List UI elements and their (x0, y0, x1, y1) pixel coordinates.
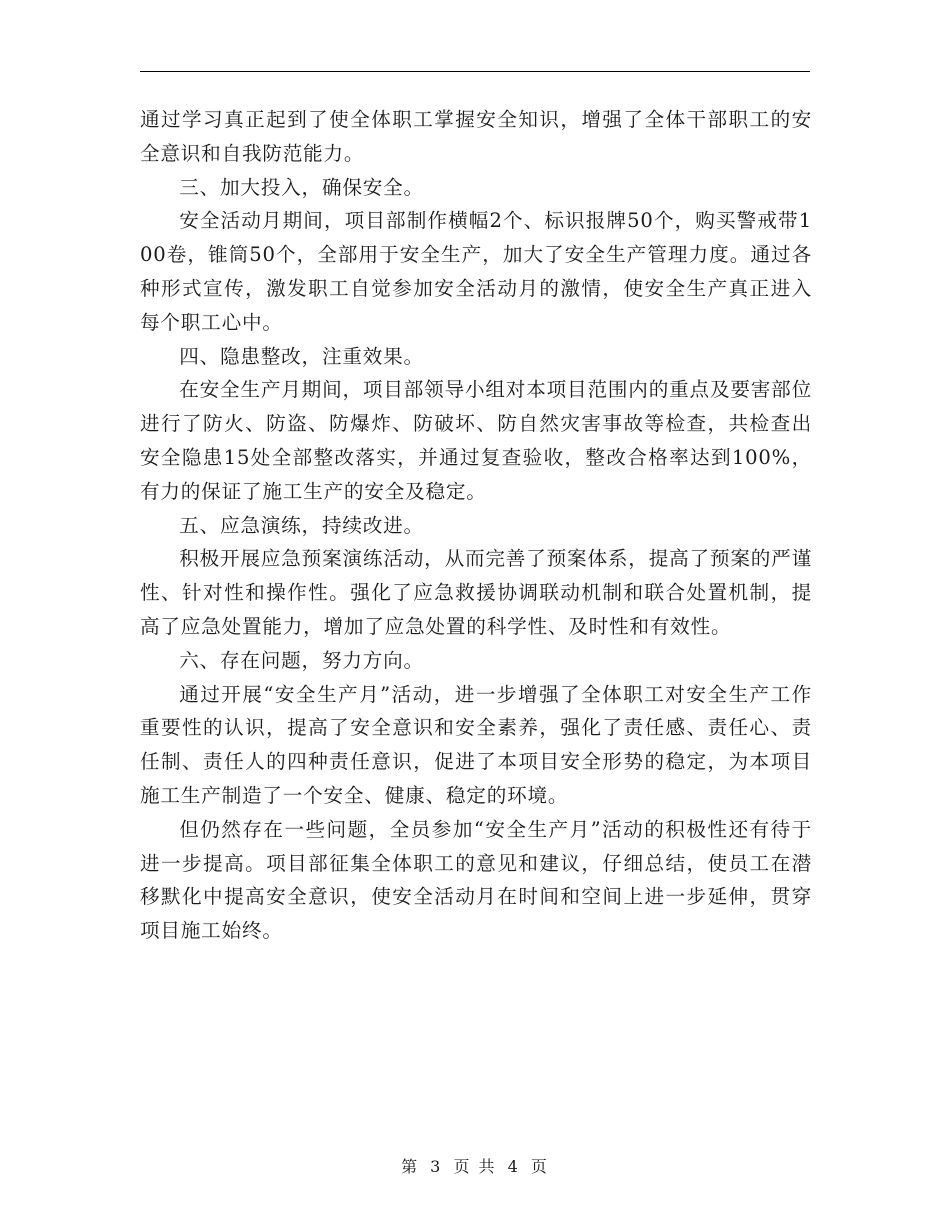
current-page-number: 3 (430, 1157, 443, 1176)
paragraph: 积极开展应急预案演练活动，从而完善了预案体系，提高了预案的严谨性、针对性和操作性。强化了应急救援协调联动机制和联合处置机制，提高了应急处置能力，增加了应急处置的科学性、及时性和有效性。 (140, 547, 812, 638)
paragraph: 但仍然存在一些问题，全员参加“安全生产月”活动的积极性还有待于进一步提高。项目部征集全体职工的意见和建议，仔细总结，使员工在潜移默化中提高安全意识，使安全活动月在时间和空间上进一步延伸，贯穿项目施工始终。 (140, 817, 812, 943)
section-heading: 四、隐患整改，注重效果。 (179, 344, 424, 368)
paragraph: 通过学习真正起到了使全体职工掌握安全知识，增强了全体干部职工的安全意识和自我防范能力。 (140, 108, 812, 165)
section-heading: 六、存在问题，努力方向。 (179, 648, 424, 672)
paragraph: 在安全生产月期间，项目部领导小组对本项目范围内的重点及要害部位进行了防火、防盗、防爆炸、防破坏、防自然灾害事故等检查，共检查出安全隐患15处全部整改落实，并通过复查验收，整改合格率达到100%，有力的保证了施工生产的安全及稳定。 (140, 378, 812, 503)
page-footer (0, 1154, 950, 1177)
page-label-suffix: 页 (530, 1157, 549, 1176)
section-heading: 三、加大投入，确保安全。 (179, 175, 424, 199)
paragraph: 安全活动月期间，项目部制作横幅2个、标识报牌50个，购买警戒带100卷，锥筒50个，全部用于安全生产，加大了安全生产管理力度。通过各种形式宣传，激发职工自觉参加安全活动月的激情，使安全生产真正进入每个职工心中。 (140, 209, 812, 334)
paragraph: 通过开展“安全生产月”活动，进一步增强了全体职工对安全生产工作重要性的认识，提高了安全意识和安全素养，强化了责任感、责任心、责任制、责任人的四种责任意识，促进了本项目安全形势的稳定，为本项目施工生产制造了一个安全、健康、稳定的环境。 (140, 682, 812, 807)
page-label-mid: 页 共 (453, 1157, 497, 1176)
header-rule (140, 71, 810, 72)
total-pages-number: 4 (507, 1157, 520, 1176)
document-body (140, 103, 812, 948)
page-label-prefix: 第 (401, 1157, 420, 1176)
section-heading: 五、应急演练，持续改进。 (179, 513, 424, 537)
